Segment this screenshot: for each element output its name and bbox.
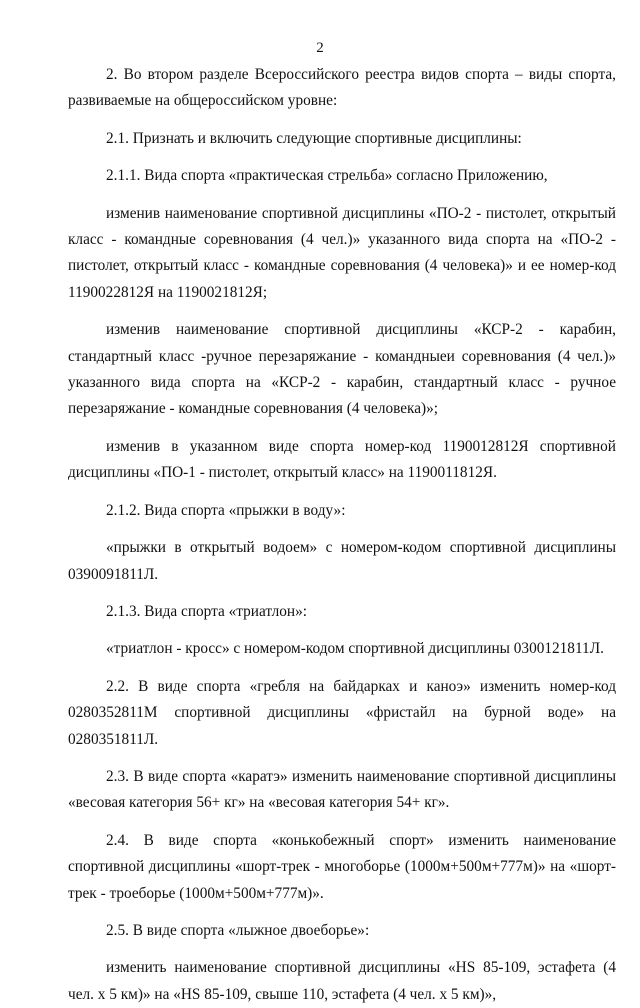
paragraph-2-1-2: 2.1.2. Вида спорта «прыжки в воду»: [106,501,346,519]
paragraph-triathlon-cross: «триатлон - кросс» с номером-кодом спортивной дисциплины 0300121811Л. [106,640,604,658]
paragraph-2-1-3: 2.1.3. Вида спорта «триатлон»: [106,602,308,620]
paragraph-ksr2-rename: изменив наименование спортивной дисциплины «КСР-2 - карабин, стандартный класс -ручное перезаряжание - командныеи соревнования (4 чел.)» указанного вида спорта на «КСР-2 - карабин, стандартный класс - ручное перезаряжание - командные соревнования (4 человека)»; [68,321,616,418]
paragraph-section-2: 2. Во втором разделе Всероссийского реестра видов спорта – виды спорта, развиваемые на общероссийском уровне: [68,66,616,110]
document-body [68,62,616,1008]
page-number: 2 [316,40,324,56]
paragraph-2-2: 2.2. В виде спорта «гребля на байдарках и каноэ» изменить номер-код 0280352811М спортивной дисциплины «фристайл на бурной воде» на 0280351811Л. [68,677,616,748]
paragraph-2-5: 2.5. В виде спорта «лыжное двоеборье»: [106,921,370,939]
paragraph-2-4: 2.4. В виде спорта «конькобежный спорт» изменить наименование спортивной дисциплины «шорт-трек - многоборье (1000м+500м+777м)» на «шорт-трек - троеборье (1000м+500м+777м)». [68,831,616,902]
paragraph-po2-rename: изменив наименование спортивной дисциплины «ПО-2 - пистолет, открытый класс - командные соревнования (4 чел.)» указанного вида спорта на «ПО-2 - пистолет, открытый класс - командные соревнования (4 человека)» и ее номер-код 1190022812Я на 1190021812Я; [68,204,616,301]
paragraph-2-1: 2.1. Признать и включить следующие спортивные дисциплины: [106,129,522,147]
paragraph-2-3: 2.3. В виде спорта «каратэ» изменить наименование спортивной дисциплины «весовая категория 56+ кг» на «весовая категория 54+ кг». [68,767,616,812]
paragraph-hs-relay-rename: изменить наименование спортивной дисциплины «HS 85-109, эстафета (4 чел. х 5 км)» на «HS 85-109, свыше 110, эстафета (4 чел. х 5 км)», [68,959,616,1003]
paragraph-po1-code: изменив в указанном виде спорта номер-код 1190012812Я спортивной дисциплины «ПО-1 - пистолет, открытый класс» на 1190011812Я. [68,437,616,482]
paragraph-2-1-1: 2.1.1. Вида спорта «практическая стрельба» согласно Приложению, [106,167,548,185]
paragraph-open-water-diving: «прыжки в открытый водоем» с номером-кодом спортивной дисциплины 0390091811Л. [68,539,616,583]
